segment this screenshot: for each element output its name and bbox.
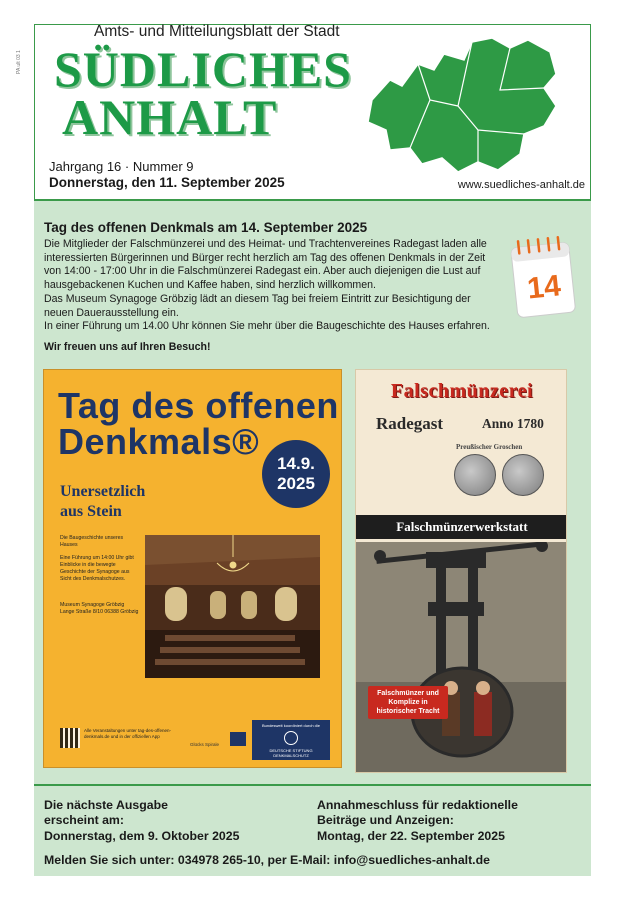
poster-footer bbox=[60, 720, 330, 760]
issue-date: Donnerstag, den 11. September 2025 bbox=[49, 175, 285, 190]
deadline bbox=[317, 798, 518, 844]
content-area bbox=[34, 199, 591, 784]
article-paragraph: In einer Führung um 14.00 Uhr können Sie mehr über die Baugeschichte des Hauses erfahren. bbox=[44, 320, 490, 333]
date-badge bbox=[262, 440, 330, 508]
gluecksspirale-logo: Glücks Spirale bbox=[190, 742, 220, 747]
stiftung-logo-box bbox=[252, 720, 330, 760]
eu-flag-icon bbox=[230, 732, 246, 746]
poster-falschmuenzerei bbox=[355, 369, 567, 773]
masthead-title-line2: ANHALT bbox=[62, 89, 278, 145]
badge-year: 2025 bbox=[277, 474, 315, 493]
coin-front-icon bbox=[454, 454, 496, 496]
masthead-title-line1: SÜDLICHES bbox=[54, 41, 352, 97]
stiftung-caption: Bundesweit koordiniert durch die bbox=[261, 723, 321, 728]
poster2-banner: Falschmünzerwerkstatt bbox=[356, 515, 567, 539]
welcome-text: Wir freuen uns auf Ihren Besuch! bbox=[44, 341, 211, 353]
next-issue bbox=[44, 798, 239, 844]
stiftung-emblem-icon bbox=[284, 731, 298, 745]
side-code: PA ult 03 1 bbox=[16, 50, 22, 74]
deadline-line2: Beiträge und Anzeigen: bbox=[317, 813, 454, 828]
poster-motto bbox=[60, 482, 145, 522]
calendar-day: 14 bbox=[525, 269, 563, 306]
poster-text-1: Die Baugeschichte unseres Hauses bbox=[60, 535, 124, 548]
region-map-icon bbox=[360, 30, 570, 180]
coin-back-icon bbox=[502, 454, 544, 496]
poster2-label: Falschmünzer und Komplize in historischer Tracht bbox=[368, 686, 448, 719]
qr-code-icon[interactable] bbox=[60, 728, 80, 748]
issue-number: Jahrgang 16 · Nummer 9 bbox=[49, 159, 194, 174]
poster2-year: Anno 1780 bbox=[482, 416, 544, 431]
poster2-place: Radegast bbox=[376, 414, 444, 433]
poster-links: Alle Veranstaltungen unter tag-des-offenen-denkmals.de und in der offiziellen App bbox=[84, 728, 171, 739]
badge-day: 14.9. bbox=[277, 454, 315, 473]
poster-text-2: Eine Führung um 14:00 Uhr gibt Einblicke in die bewegte Geschichte der Synagoge aus Sicht des Denkmalschutzes. bbox=[60, 555, 134, 582]
footer bbox=[34, 784, 591, 876]
next-issue-date: Donnerstag, dem 9. Oktober 2025 bbox=[44, 828, 240, 843]
poster-motto-line1: Unersetzlich bbox=[60, 483, 146, 500]
article-title: Tag des offenen Denkmals am 14. September 2025 bbox=[44, 220, 368, 235]
deadline-line1: Annahmeschluss für redaktionelle bbox=[317, 798, 518, 812]
deadline-date: Montag, der 22. September 2025 bbox=[317, 828, 505, 843]
contact-line: Melden Sie sich unter: 034978 265-10, per E-Mail: info@suedliches-anhalt.de bbox=[44, 853, 490, 867]
website-link[interactable]: www.suedliches-anhalt.de bbox=[457, 179, 585, 191]
poster-title-line2: Denkmals® bbox=[58, 421, 260, 462]
coin-press-photo bbox=[356, 542, 567, 773]
next-issue-line1: Die nächste Ausgabe bbox=[44, 798, 168, 812]
article-paragraph: Die Mitglieder der Falschmünzerei und des Heimat- und Trachtenvereines Radegast laden alle interessierten Bürgerinnen und Bürger recht herzlich am Tag des offenen Denkmals in der Zeit von 14:00 - 17:00 Uhr in die Falschmünzerei Radegast ein. Aber auch diejenigen die Lust auf hausgebackenen Kuchen und Kaffee haben, sind herzlich willkommen. bbox=[44, 238, 487, 292]
poster-motto-line2: aus Stein bbox=[60, 503, 122, 520]
poster-text-3: Museum Synagoge Gröbzig Lange Straße 8/10 06388 Gröbzig bbox=[60, 602, 139, 615]
poster2-title: Falschmünzerei bbox=[390, 380, 534, 402]
article-paragraph: Das Museum Synagoge Gröbzig lädt an diesem Tag bei freiem Eintritt zur Besichtigung der neuen Dauerausstellung ein. bbox=[44, 292, 471, 319]
stiftung-name: DEUTSCHE STIFTUNG DENKMALSCHUTZ bbox=[269, 748, 313, 758]
article-body bbox=[44, 238, 494, 334]
synagogue-interior-photo bbox=[145, 535, 320, 678]
poster-denkmal bbox=[43, 369, 342, 768]
masthead-subtitle: Amts- und Mitteilungsblatt der Stadt bbox=[94, 23, 340, 40]
poster-title-line1: Tag des offenen bbox=[58, 385, 339, 426]
next-issue-line2: erscheint am: bbox=[44, 813, 124, 828]
coin-label: Preußischer Groschen bbox=[456, 443, 523, 451]
calendar-icon bbox=[508, 233, 578, 323]
